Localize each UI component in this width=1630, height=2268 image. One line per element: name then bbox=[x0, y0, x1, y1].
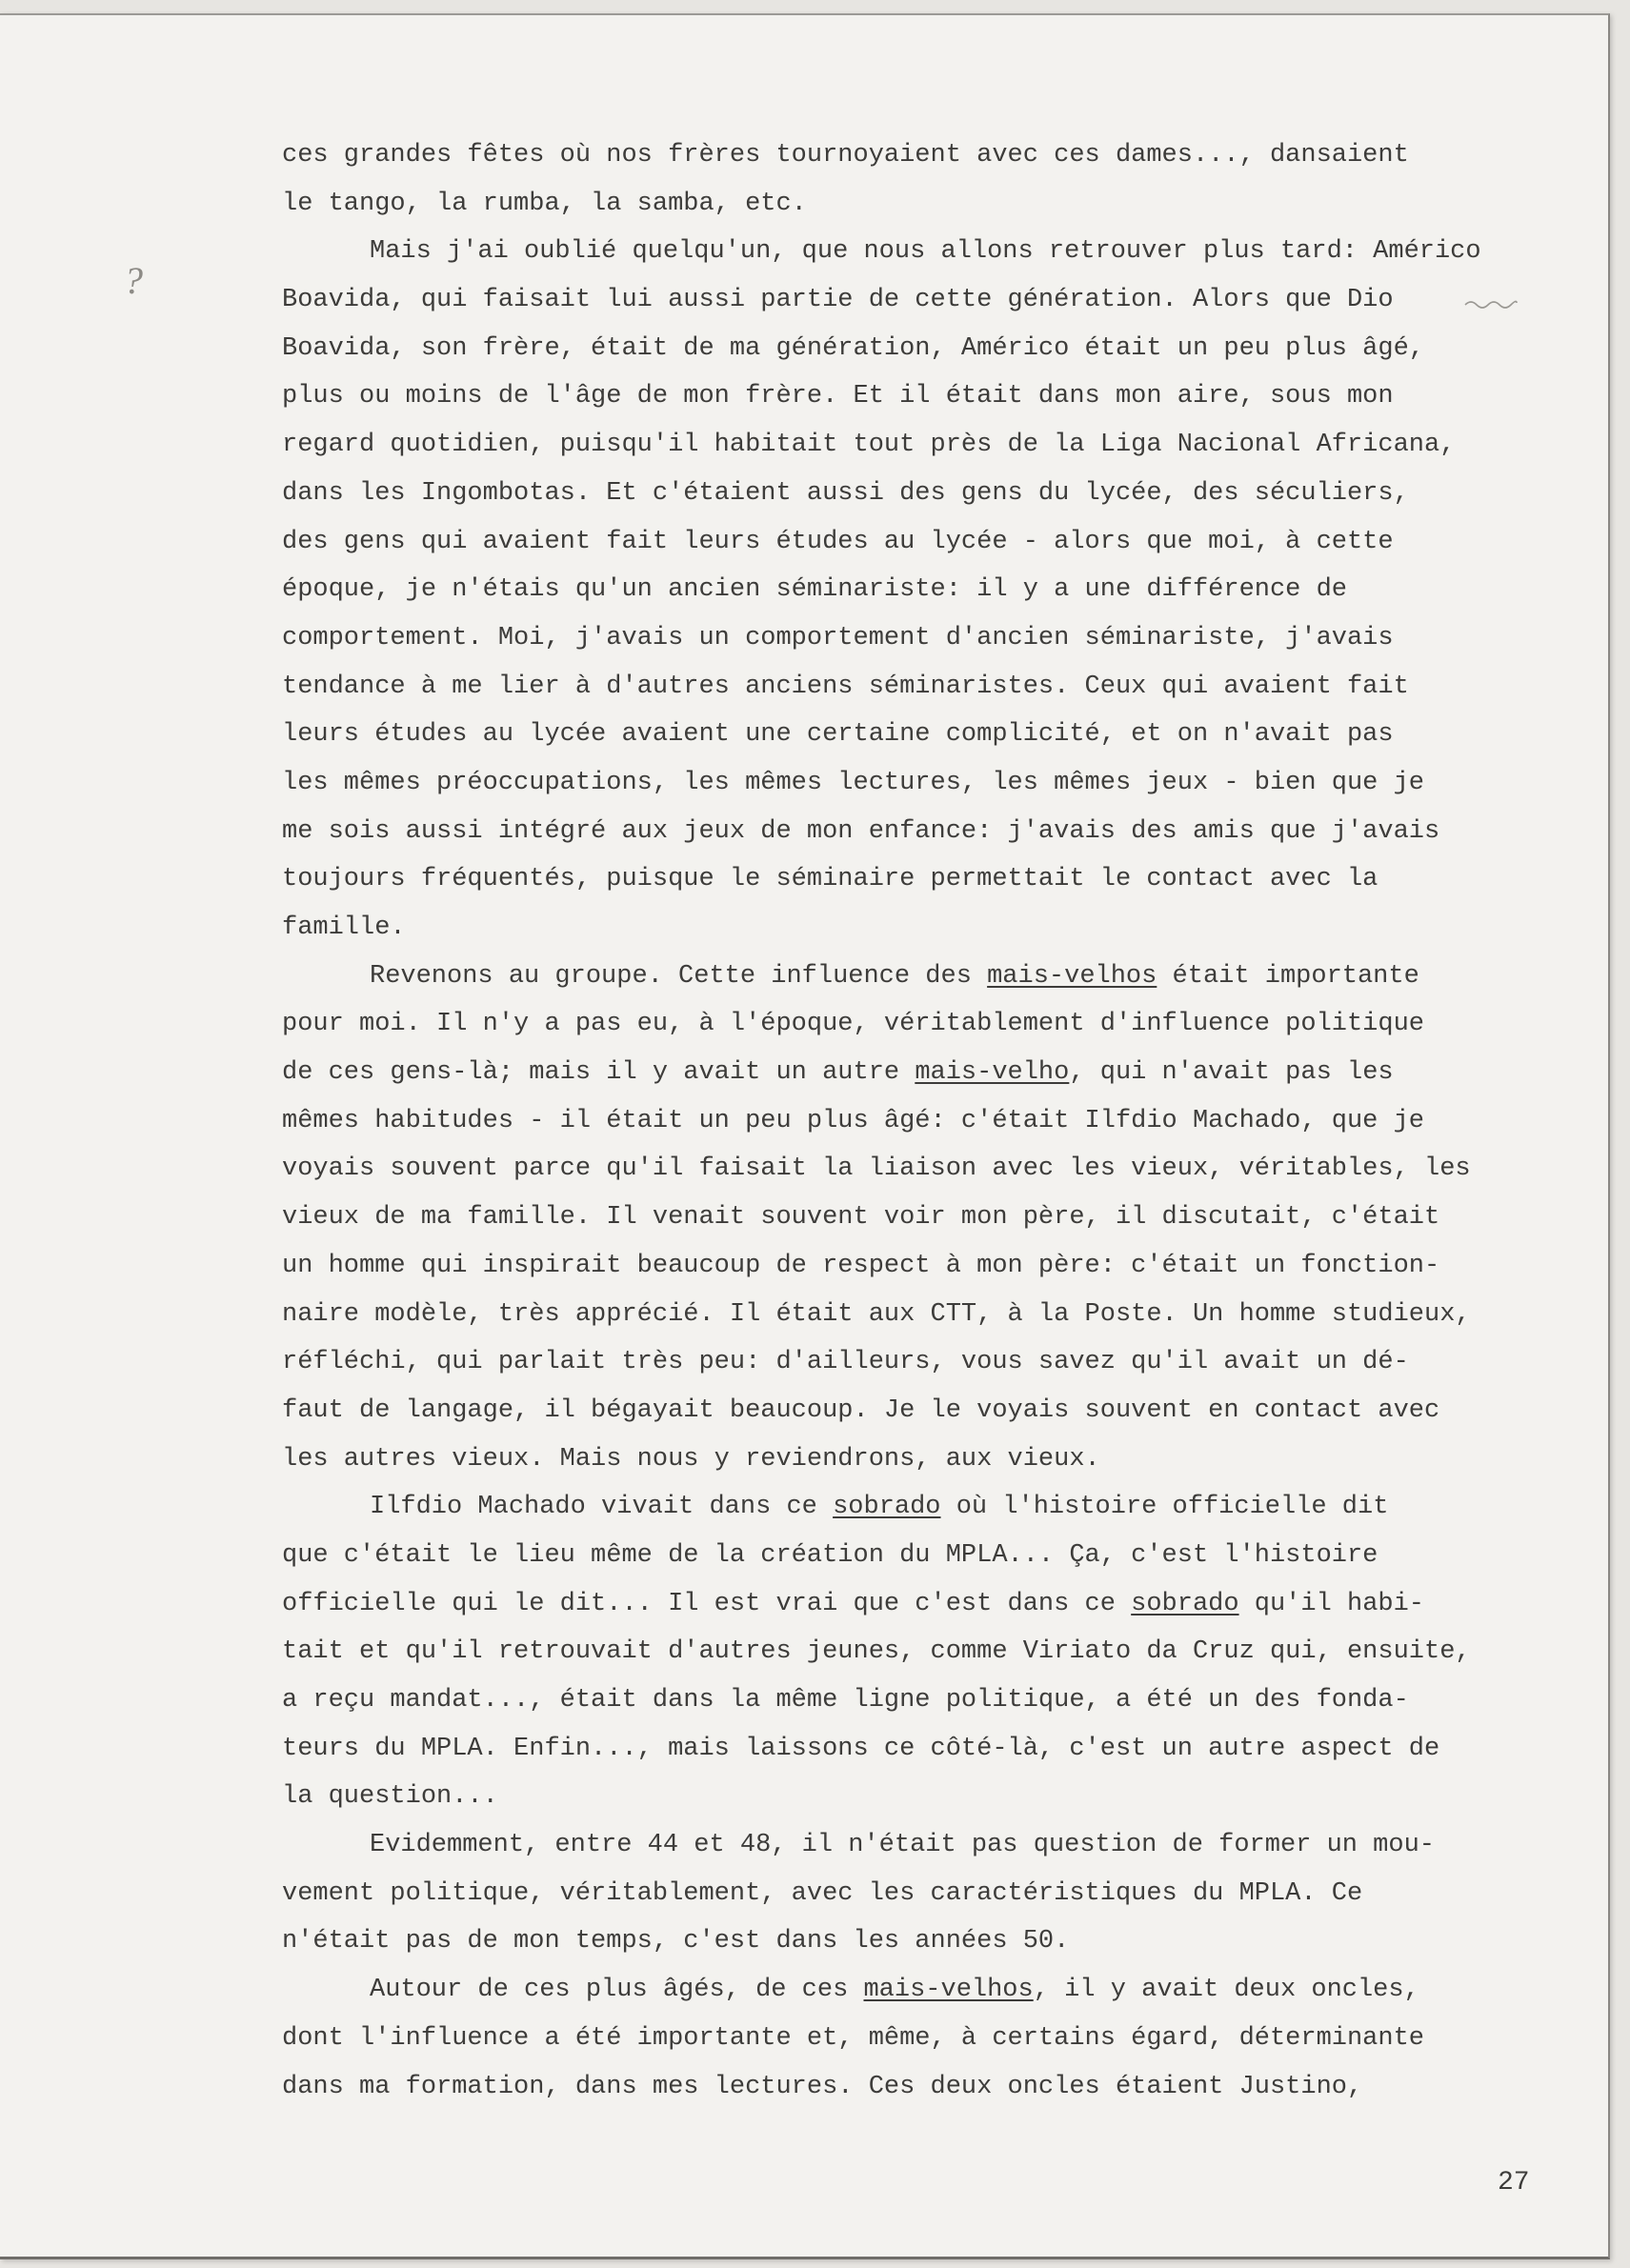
text-line: dont l'influence a été importante et, même, à certains égard, déterminante bbox=[282, 2023, 1424, 2053]
underlined-term: mais-velhos bbox=[863, 1976, 1034, 2005]
margin-question-mark: ? bbox=[124, 259, 143, 302]
text-line: vieux de ma famille. Il venait souvent voir mon père, il discutait, c'était bbox=[282, 1203, 1440, 1233]
text-line: regard quotidien, puisqu'il habitait tout près de la Liga Nacional Africana, bbox=[282, 431, 1456, 460]
text-line: plus ou moins de l'âge de mon frère. Et il était dans mon aire, sous mon bbox=[282, 382, 1394, 411]
text-line: ces grandes fêtes où nos frères tournoyaient avec ces dames..., dansaient bbox=[282, 141, 1409, 170]
text-line: époque, je n'étais qu'un ancien séminariste: il y a une différence de bbox=[282, 575, 1347, 605]
text-line: Mais j'ai oublié quelqu'un, que nous allons retrouver plus tard: Américo bbox=[370, 237, 1481, 267]
text-line: Ilfdio Machado vivait dans ce sobrado où l'histoire officielle dit bbox=[370, 1493, 1389, 1522]
text-line: voyais souvent parce qu'il faisait la liaison avec les vieux, véritables, les bbox=[282, 1154, 1471, 1184]
text-line: naire modèle, très apprécié. Il était aux CTT, à la Poste. Un homme studieux, bbox=[282, 1299, 1471, 1329]
text-line: mêmes habitudes - il était un peu plus âgé: c'était Ilfdio Machado, que je bbox=[282, 1106, 1424, 1135]
text-line: tendance à me lier à d'autres anciens séminaristes. Ceux qui avaient fait bbox=[282, 672, 1409, 701]
text-line: toujours fréquentés, puisque le séminaire permettait le contact avec la bbox=[282, 865, 1378, 894]
underlined-term: mais-velho bbox=[915, 1058, 1070, 1088]
underlined-term: sobrado bbox=[1131, 1589, 1239, 1618]
text-line: Boavida, son frère, était de ma génération, Américo était un peu plus âgé, bbox=[282, 333, 1424, 363]
text-line: dans ma formation, dans mes lectures. Ces deux oncles étaient Justino, bbox=[282, 2072, 1363, 2101]
text-line: la question... bbox=[282, 1782, 498, 1812]
text-line: comportement. Moi, j'avais un comportement d'ancien séminariste, j'avais bbox=[282, 623, 1394, 652]
text-line: les autres vieux. Mais nous y reviendrons, aux vieux. bbox=[282, 1444, 1100, 1474]
text-line: Evidemment, entre 44 et 48, il n'était pas question de former un mou- bbox=[370, 1831, 1435, 1860]
text-line: pour moi. Il n'y a pas eu, à l'époque, véritablement d'influence politique bbox=[282, 1010, 1424, 1039]
underlined-term: sobrado bbox=[833, 1493, 941, 1522]
text-line: Revenons au groupe. Cette influence des mais-velhos était importante bbox=[370, 961, 1419, 991]
text-line: faut de langage, il bégayait beaucoup. Je le voyais souvent en contact avec bbox=[282, 1395, 1440, 1425]
text-line: un homme qui inspirait beaucoup de respect à mon père: c'était un fonction- bbox=[282, 1251, 1440, 1280]
text-line: Autour de ces plus âgés, de ces mais-velhos, il y avait deux oncles, bbox=[370, 1976, 1419, 2005]
text-line: des gens qui avaient fait leurs études au lycée - alors que moi, à cette bbox=[282, 527, 1394, 556]
underlined-term: mais-velhos bbox=[987, 961, 1157, 991]
text-line: leurs études au lycée avaient une certaine complicité, et on n'avait pas bbox=[282, 720, 1394, 750]
text-line: officielle qui le dit... Il est vrai que c'est dans ce sobrado qu'il habi- bbox=[282, 1589, 1425, 1618]
text-line: tait et qu'il retrouvait d'autres jeunes, comme Viriato da Cruz qui, ensuite, bbox=[282, 1637, 1471, 1667]
text-line: teurs du MPLA. Enfin..., mais laissons ce côté-là, c'est un autre aspect de bbox=[282, 1734, 1440, 1763]
typewritten-page bbox=[0, 13, 1610, 2259]
text-line: n'était pas de mon temps, c'est dans les années 50. bbox=[282, 1927, 1070, 1957]
text-line: réfléchi, qui parlait très peu: d'ailleurs, vous savez qu'il avait un dé- bbox=[282, 1348, 1409, 1377]
text-line: famille. bbox=[282, 913, 406, 942]
text-line: vement politique, véritablement, avec les caractéristiques du MPLA. Ce bbox=[282, 1878, 1363, 1908]
text-line: dans les Ingombotas. Et c'étaient aussi des gens du lycée, des séculiers, bbox=[282, 478, 1409, 508]
text-line: me sois aussi intégré aux jeux de mon enfance: j'avais des amis que j'avais bbox=[282, 816, 1440, 846]
text-line: le tango, la rumba, la samba, etc. bbox=[282, 189, 807, 218]
text-line: de ces gens-là; mais il y avait un autre mais-velho, qui n'avait pas les bbox=[282, 1058, 1394, 1088]
text-line: a reçu mandat..., était dans la même ligne politique, a été un des fonda- bbox=[282, 1686, 1409, 1715]
page-number: 27 bbox=[1498, 2168, 1530, 2198]
body-text bbox=[282, 131, 1597, 2111]
text-line: les mêmes préoccupations, les mêmes lectures, les mêmes jeux - bien que je bbox=[282, 768, 1424, 797]
text-line: que c'était le lieu même de la création du MPLA... Ça, c'est l'histoire bbox=[282, 1540, 1378, 1570]
text-line: Boavida, qui faisait lui aussi partie de cette génération. Alors que Dio bbox=[282, 286, 1394, 315]
